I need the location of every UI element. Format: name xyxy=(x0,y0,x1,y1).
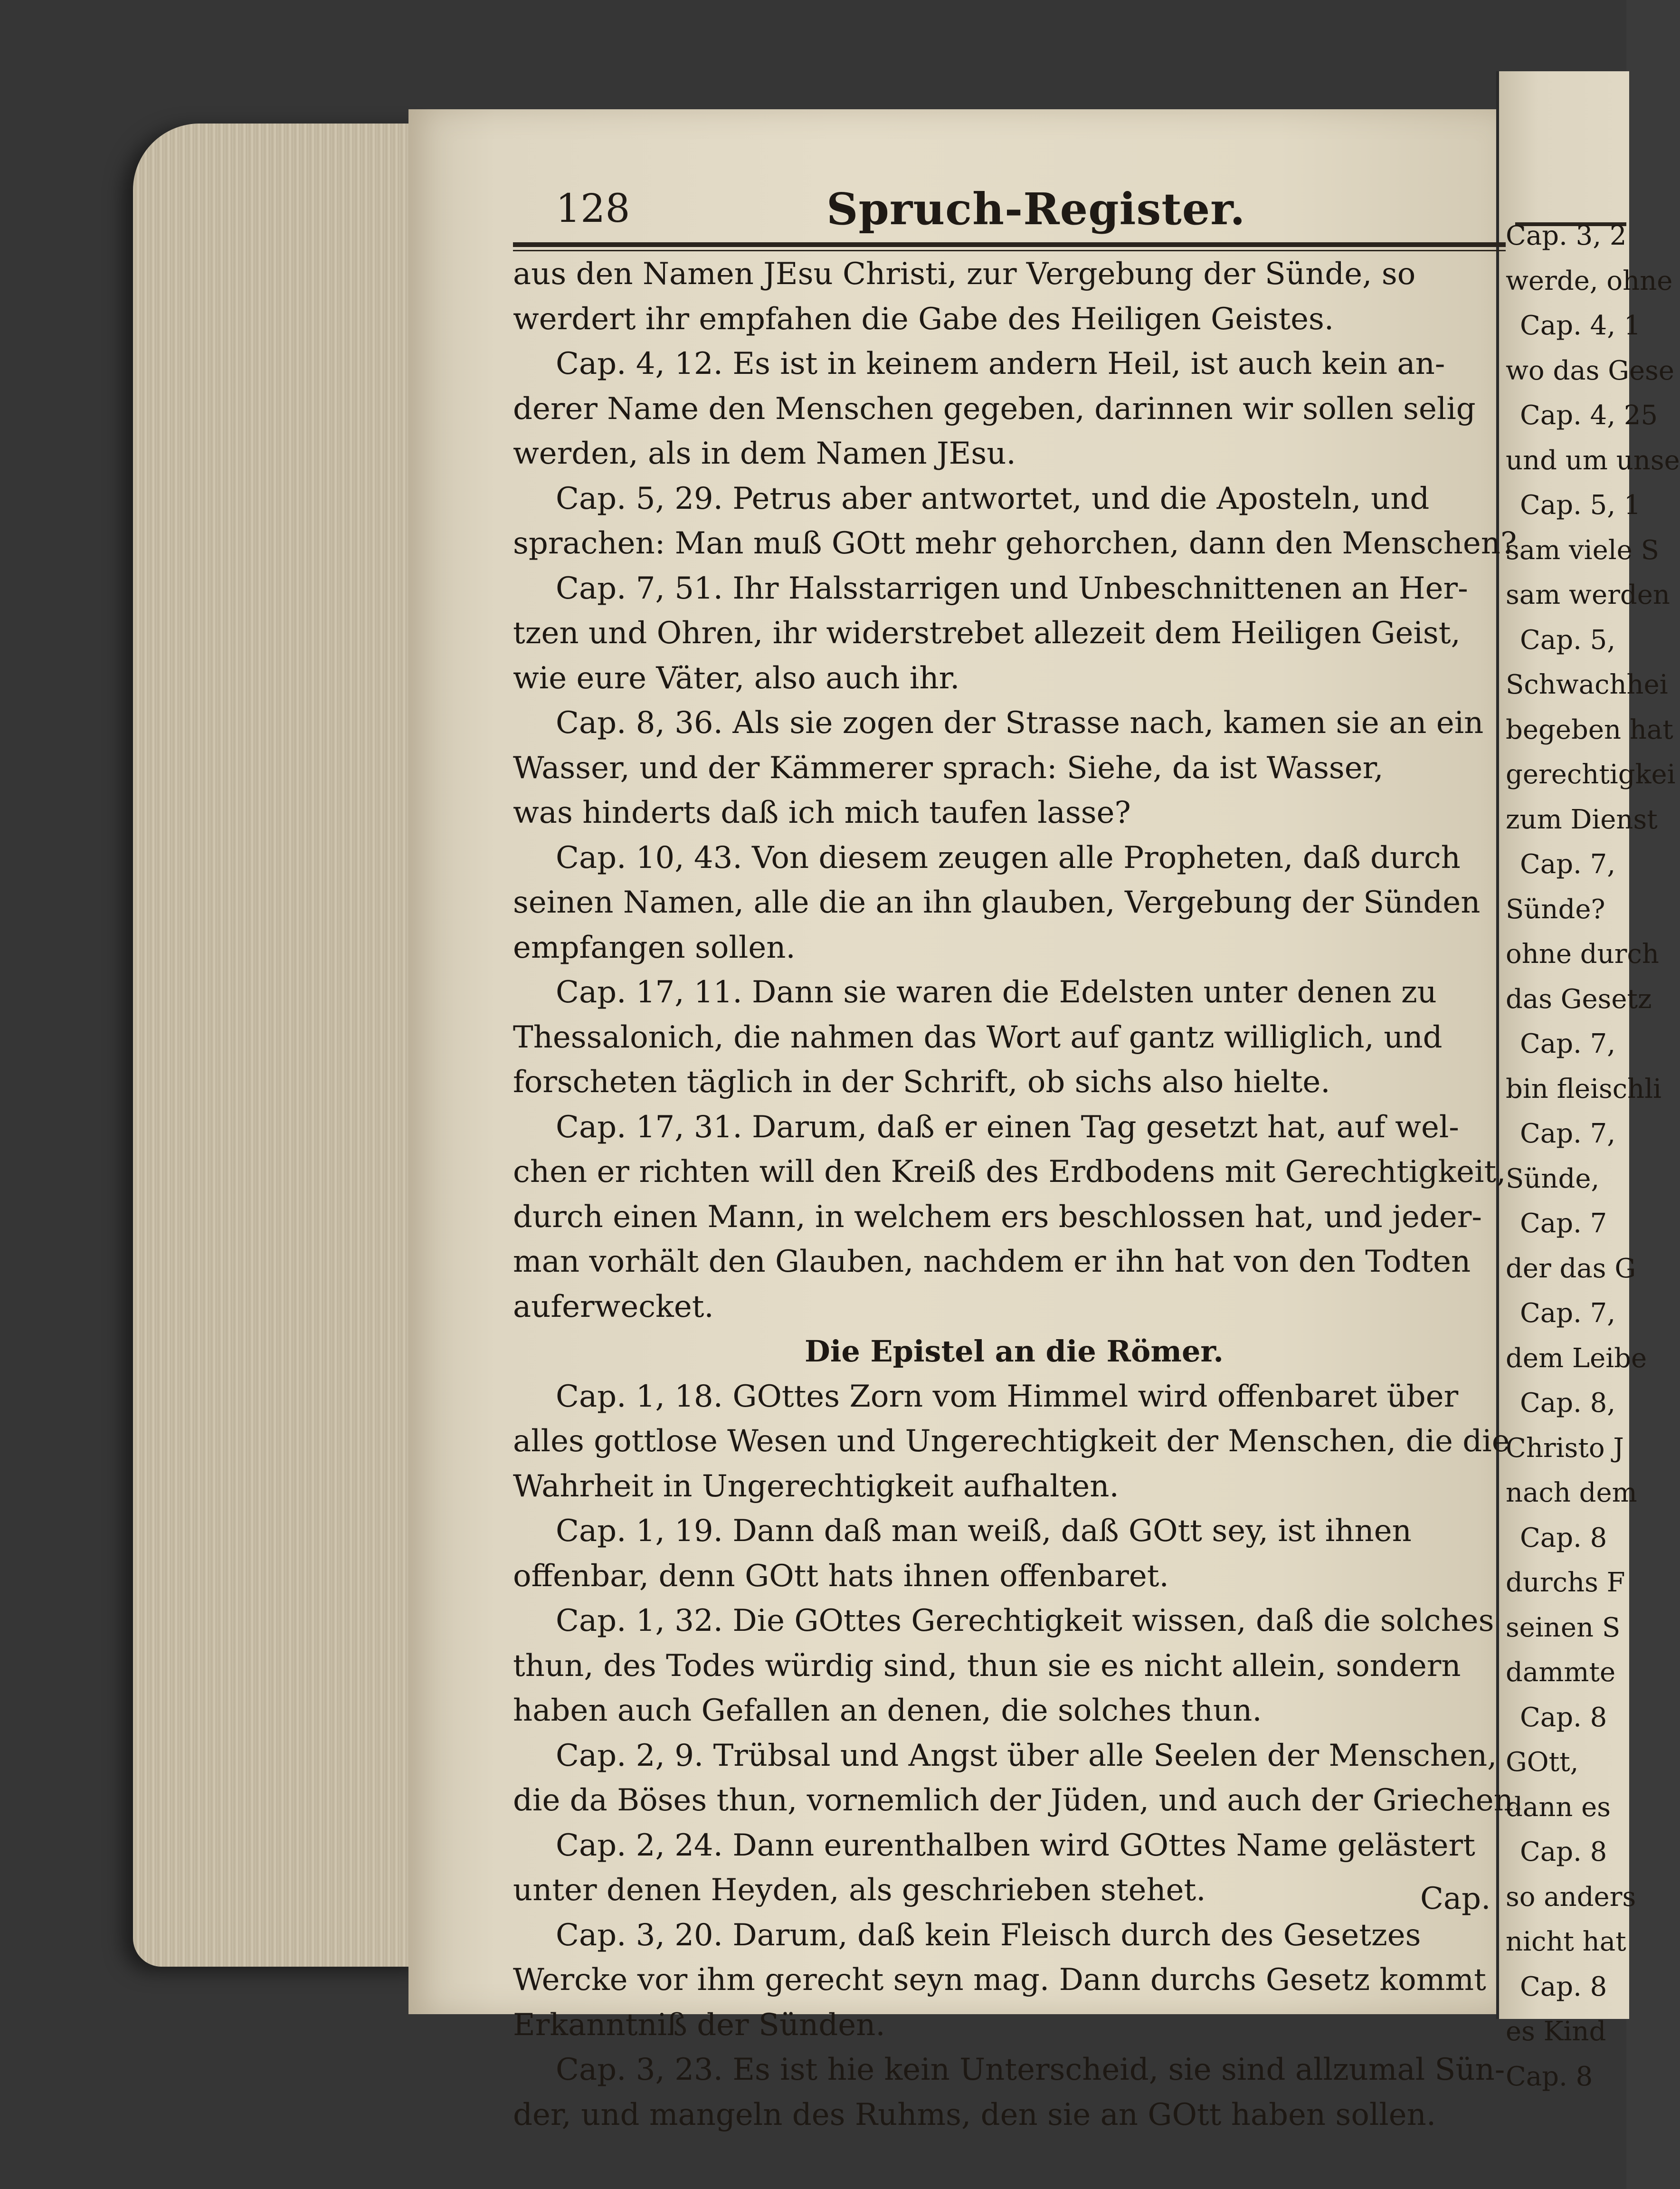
margin-line: ohne durch xyxy=(1506,939,1659,970)
text-line: Cap. 1, 32. Die GOttes Gerechtigkeit wissen, daß die solches xyxy=(556,1603,1494,1638)
margin-line: dem Leibe xyxy=(1506,1342,1647,1374)
margin-line: begeben hat xyxy=(1506,714,1673,745)
text-line: was hinderts daß ich mich taufen lasse? xyxy=(513,795,1131,830)
text-line: Cap. 2, 9. Trübsal und Angst über alle Seelen der Menschen, xyxy=(556,1738,1497,1773)
margin-line: der das G xyxy=(1506,1253,1636,1284)
text-line: derer Name den Menschen gegeben, darinnen wir sollen selig xyxy=(513,391,1476,427)
margin-line: Cap. 8 xyxy=(1520,1971,1607,2002)
text-line: Thessalonich, die nahmen das Wort auf gantz williglich, und xyxy=(513,1019,1443,1055)
margin-line: werde, ohne xyxy=(1506,265,1673,296)
margin-line: und um unse xyxy=(1506,445,1680,476)
text-line: Cap. 2, 24. Dann eurenthalben wird GOttes Name gelästert xyxy=(556,1827,1475,1863)
text-line: Cap. 3, 23. Es ist hie kein Unterscheid, sie sind allzumal Sün- xyxy=(556,2052,1505,2087)
margin-line: Cap. 4, 25 xyxy=(1520,400,1658,431)
margin-line: Cap. 7 xyxy=(1520,1208,1607,1239)
margin-line: Cap. 5, xyxy=(1520,624,1616,656)
text-line: durch einen Mann, in welchem ers beschlossen hat, und jeder- xyxy=(513,1199,1482,1235)
text-line: empfangen sollen. xyxy=(513,930,796,965)
text-line: Cap. 17, 11. Dann sie waren die Edelsten unter denen zu xyxy=(556,975,1437,1010)
margin-line: nach dem xyxy=(1506,1477,1637,1508)
text-line: chen er richten will den Kreiß des Erdbodens mit Gerechtigkeit, xyxy=(513,1154,1506,1190)
text-line: Cap. 3, 20. Darum, daß kein Fleisch durch des Gesetzes xyxy=(556,1917,1421,1953)
margin-line: durchs F xyxy=(1506,1567,1625,1598)
right-page-text xyxy=(1506,214,1680,2099)
text-line: thun, des Todes würdig sind, thun sie es nicht allein, sondern xyxy=(513,1648,1461,1684)
margin-line: seinen S xyxy=(1506,1612,1621,1643)
margin-line: Cap. 8 xyxy=(1520,1702,1607,1733)
margin-line: dann es xyxy=(1506,1791,1611,1823)
section-heading: Die Epistel an die Römer. xyxy=(805,1334,1224,1369)
text-line: forscheten täglich in der Schrift, ob sichs also hielte. xyxy=(513,1065,1330,1100)
text-line: offenbar, denn GOtt hats ihnen offenbaret. xyxy=(513,1558,1169,1594)
margin-line: Sünde, xyxy=(1506,1163,1600,1194)
margin-line: Cap. 8 xyxy=(1520,1522,1607,1553)
text-line: seinen Namen, alle die an ihn glauben, Vergebung der Sünden xyxy=(513,885,1481,920)
margin-line: dammte xyxy=(1506,1657,1616,1688)
margin-line: Schwachhei xyxy=(1506,669,1668,700)
text-line: Cap. 5, 29. Petrus aber antwortet, und die Aposteln, und xyxy=(556,481,1430,516)
text-line: werden, als in dem Namen JEsu. xyxy=(513,436,1016,471)
page-number: 128 xyxy=(556,186,630,231)
text-line: Cap. 7, 51. Ihr Halsstarrigen und Unbeschnittenen an Her- xyxy=(556,571,1468,606)
header-rule xyxy=(513,242,1506,247)
text-line: alles gottlose Wesen und Ungerechtigkeit der Menschen, die die xyxy=(513,1424,1510,1459)
text-line: werdert ihr empfahen die Gabe des Heiligen Geistes. xyxy=(513,301,1334,337)
text-line: Wasser, und der Kämmerer sprach: Siehe, da ist Wasser, xyxy=(513,750,1384,786)
margin-line: Cap. 7, xyxy=(1520,1298,1616,1329)
body-text xyxy=(513,252,1523,2137)
text-line: Cap. 8, 36. Als sie zogen der Strasse nach, kamen sie an ein xyxy=(556,705,1484,741)
margin-line: Cap. 7, xyxy=(1520,1118,1616,1149)
text-line: auferwecket. xyxy=(513,1289,714,1324)
margin-line: Cap. 7, xyxy=(1520,849,1616,880)
header-rule-thin xyxy=(513,250,1506,251)
margin-line: sam werden xyxy=(1506,580,1670,610)
margin-line: es Kind xyxy=(1506,2016,1606,2047)
margin-line: Cap. 8 xyxy=(1520,1837,1607,1867)
text-line: sprachen: Man muß GOtt mehr gehorchen, dann den Menschen? xyxy=(513,526,1517,561)
margin-line: bin fleischli xyxy=(1506,1073,1662,1104)
margin-line: Sünde? xyxy=(1506,894,1605,925)
margin-line: zum Dienst xyxy=(1506,804,1658,835)
page-header xyxy=(513,183,1458,235)
text-line: Wercke vor ihm gerecht seyn mag. Dann durchs Gesetz kommt xyxy=(513,1962,1486,1998)
text-line: Cap. 10, 43. Von diesem zeugen alle Propheten, daß durch xyxy=(556,840,1461,876)
page-edges xyxy=(133,124,427,1967)
margin-line: nicht hat xyxy=(1506,1926,1626,1957)
text-line: haben auch Gefallen an denen, die solches thun. xyxy=(513,1693,1262,1728)
text-line: die da Böses thun, vornemlich der Jüden, und auch der Griechen. xyxy=(513,1783,1523,1818)
margin-line: GOtt, xyxy=(1506,1747,1579,1778)
margin-line: so anders xyxy=(1506,1881,1636,1913)
text-line: wie eure Väter, also auch ihr. xyxy=(513,660,960,696)
margin-line: Cap. 4, 1 xyxy=(1520,310,1641,341)
margin-line: Cap. 8 xyxy=(1506,2061,1593,2092)
margin-line: gerechtigkei xyxy=(1506,759,1676,790)
text-line: Cap. 4, 12. Es ist in keinem andern Heil, ist auch kein an- xyxy=(556,346,1445,381)
margin-line: Christo J xyxy=(1506,1432,1624,1464)
margin-line: Cap. 3, 2 xyxy=(1506,220,1627,251)
text-line: Cap. 1, 19. Dann daß man weiß, daß GOtt sey, ist ihnen xyxy=(556,1513,1412,1549)
text-line: Cap. 1, 18. GOttes Zorn vom Himmel wird offenbaret über xyxy=(556,1379,1459,1414)
margin-line: sam viele S xyxy=(1506,534,1659,566)
text-line: der, und mangeln des Ruhms, den sie an GOtt haben sollen. xyxy=(513,2097,1436,2132)
text-line: man vorhält den Glauben, nachdem er ihn hat von den Todten xyxy=(513,1244,1471,1279)
catchword: Cap. xyxy=(1420,1881,1491,1916)
text-line: Wahrheit in Ungerechtigkeit aufhalten. xyxy=(513,1468,1119,1504)
text-line: aus den Namen JEsu Christi, zur Vergebung der Sünde, so xyxy=(513,257,1416,292)
margin-line: Cap. 5, 1 xyxy=(1520,490,1641,521)
text-line: unter denen Heyden, als geschrieben stehet. xyxy=(513,1873,1206,1908)
margin-line: das Gesetz xyxy=(1506,983,1652,1015)
margin-line: Cap. 7, xyxy=(1520,1028,1616,1059)
margin-line: Cap. 8, xyxy=(1520,1388,1616,1418)
text-line: Erkanntniß der Sünden. xyxy=(513,2007,885,2043)
margin-line: wo das Gese xyxy=(1506,355,1674,386)
text-line: tzen und Ohren, ihr widerstrebet allezeit dem Heiligen Geist, xyxy=(513,616,1461,651)
running-title: Spruch-Register. xyxy=(826,183,1246,235)
text-line: Cap. 17, 31. Darum, daß er einen Tag gesetzt hat, auf wel- xyxy=(556,1109,1459,1145)
